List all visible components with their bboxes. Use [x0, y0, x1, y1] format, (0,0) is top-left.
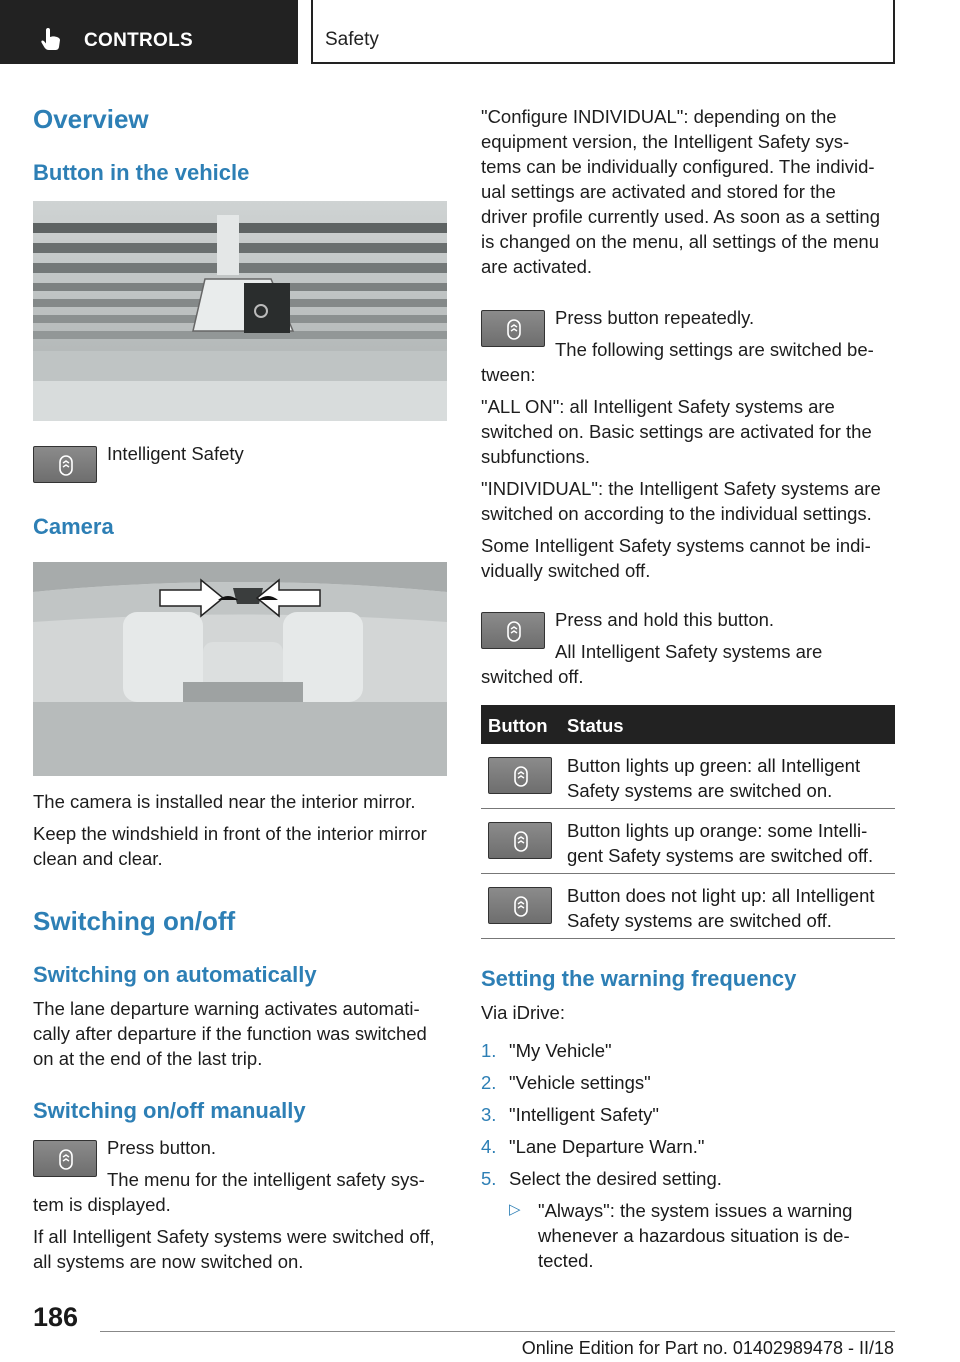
windshield-camera-photo: [33, 562, 447, 776]
manual-all-1: If all Intelligent Safety systems were switched off,: [33, 1226, 435, 1247]
intelligent-safety-icon: [57, 1149, 75, 1170]
config-2: equipment version, the Intelligent Safety sys-: [481, 131, 850, 152]
intelligent-safety-icon: [57, 455, 75, 476]
config-1: "Configure INDIVIDUAL": depending on the: [481, 106, 837, 127]
intelligent-safety-icon: [505, 319, 523, 340]
camera-text-2b: clean and clear.: [33, 848, 163, 869]
intelligent-safety-icon: [512, 896, 530, 917]
footer-edition: Online Edition for Part no. 01402989478 - II/18: [521, 1338, 894, 1358]
table-row: [481, 744, 895, 809]
step-num: 5.: [481, 1168, 497, 1189]
camera-text-1: The camera is installed near the interior mirror.: [33, 791, 416, 812]
page-number: 186: [33, 1302, 79, 1332]
indiv-2: switched on according to the individual settings.: [481, 503, 872, 524]
sub-2: whenever a hazardous situation is de-: [538, 1225, 850, 1246]
col-button: Button: [488, 715, 548, 736]
auto-text-1: The lane departure warning activates automati-: [33, 998, 420, 1019]
status-table: [481, 705, 895, 939]
hold-1: All Intelligent Safety systems are: [555, 641, 823, 662]
step-num: 3.: [481, 1104, 497, 1125]
status-desc: [567, 818, 889, 868]
config-5: driver profile currently used. As soon as a setting: [481, 206, 880, 227]
auto-text-2: cally after departure if the function was switched: [33, 1023, 427, 1044]
status-desc: [567, 753, 889, 803]
config-7: are activated.: [481, 256, 593, 277]
intelligent-safety-button: [33, 446, 97, 483]
chapter-tab: [0, 0, 298, 64]
section-title: Safety: [325, 29, 379, 50]
section-header: [311, 0, 895, 64]
status-line: Button lights up orange: some Intelli-: [567, 820, 868, 841]
status-line: Button lights up green: all Intelligent: [567, 755, 861, 776]
chapter-title: CONTROLS: [84, 30, 194, 51]
intelligent-safety-icon: [505, 621, 523, 642]
col-status: Status: [567, 715, 624, 736]
heading-button-vehicle: Button in the vehicle: [33, 160, 250, 185]
step-text: "My Vehicle": [509, 1040, 612, 1061]
repeat-2: tween:: [481, 364, 536, 385]
status-button-off: [488, 887, 552, 924]
auto-text-3: on at the end of the last trip.: [33, 1048, 263, 1069]
table-row: [481, 809, 895, 874]
sub-3: tected.: [538, 1250, 594, 1271]
config-4: ual settings are activated and stored for the: [481, 181, 836, 202]
status-line: gent Safety systems are switched off.: [567, 845, 874, 866]
repeat-press: Press button repeatedly.: [555, 307, 755, 328]
heading-overview: Overview: [33, 104, 149, 134]
intelligent-safety-icon: [512, 831, 530, 852]
status-button-orange: [488, 822, 552, 859]
manual-menu-2: tem is displayed.: [33, 1194, 171, 1215]
hold-press: Press and hold this button.: [555, 609, 775, 630]
manual-press: Press button.: [107, 1137, 217, 1158]
allon-2: switched on. Basic settings are activated for the: [481, 421, 872, 442]
status-line: Safety systems are switched off.: [567, 910, 832, 931]
step-text: "Vehicle settings": [509, 1072, 651, 1093]
step-text: "Lane Departure Warn.": [509, 1136, 705, 1157]
pointing-hand-icon: [40, 27, 62, 51]
repeat-button: [481, 310, 545, 347]
heading-camera: Camera: [33, 514, 114, 539]
status-button-green: [488, 757, 552, 794]
table-header: [481, 705, 895, 744]
hold-button: [481, 612, 545, 649]
allon-3: subfunctions.: [481, 446, 591, 467]
some-1: Some Intelligent Safety systems cannot be indi-: [481, 535, 871, 556]
step-num: 1.: [481, 1040, 497, 1061]
status-desc: [567, 883, 889, 933]
button-label: Intelligent Safety: [107, 443, 244, 464]
repeat-1: The following settings are switched be-: [555, 339, 874, 360]
hold-2: switched off.: [481, 666, 584, 687]
heading-manual: Switching on/off manually: [33, 1098, 306, 1123]
step-num: 4.: [481, 1136, 497, 1157]
heading-auto: Switching on automatically: [33, 962, 317, 987]
manual-menu-1: The menu for the intelligent safety sys-: [107, 1169, 425, 1190]
intelligent-safety-icon: [512, 766, 530, 787]
heading-switching: Switching on/off: [33, 906, 236, 936]
heading-warning: Setting the warning frequency: [481, 966, 797, 991]
manual-all-2: all systems are now switched on.: [33, 1251, 304, 1272]
manual-button: [33, 1140, 97, 1177]
step-text: "Intelligent Safety": [509, 1104, 659, 1125]
status-line: Button does not light up: all Intelligent: [567, 885, 875, 906]
indiv-1: "INDIVIDUAL": the Intelligent Safety systems are: [481, 478, 881, 499]
footer-rule: [100, 1331, 895, 1332]
via-idrive: Via iDrive:: [481, 1002, 565, 1023]
table-row: [481, 874, 895, 939]
camera-text-2a: Keep the windshield in front of the interior mirror: [33, 823, 427, 844]
sub-1: "Always": the system issues a warning: [538, 1200, 853, 1221]
some-2: vidually switched off.: [481, 560, 651, 581]
step-num: 2.: [481, 1072, 497, 1093]
vehicle-button-photo: [33, 201, 447, 421]
status-line: Safety systems are switched on.: [567, 780, 833, 801]
triangle-bullet-icon: ▷: [509, 1201, 521, 1218]
config-3: tems can be individually configured. The individ-: [481, 156, 875, 177]
config-6: is changed on the menu, all settings of the menu: [481, 231, 880, 252]
step-text: Select the desired setting.: [509, 1168, 722, 1189]
allon-1: "ALL ON": all Intelligent Safety systems are: [481, 396, 835, 417]
